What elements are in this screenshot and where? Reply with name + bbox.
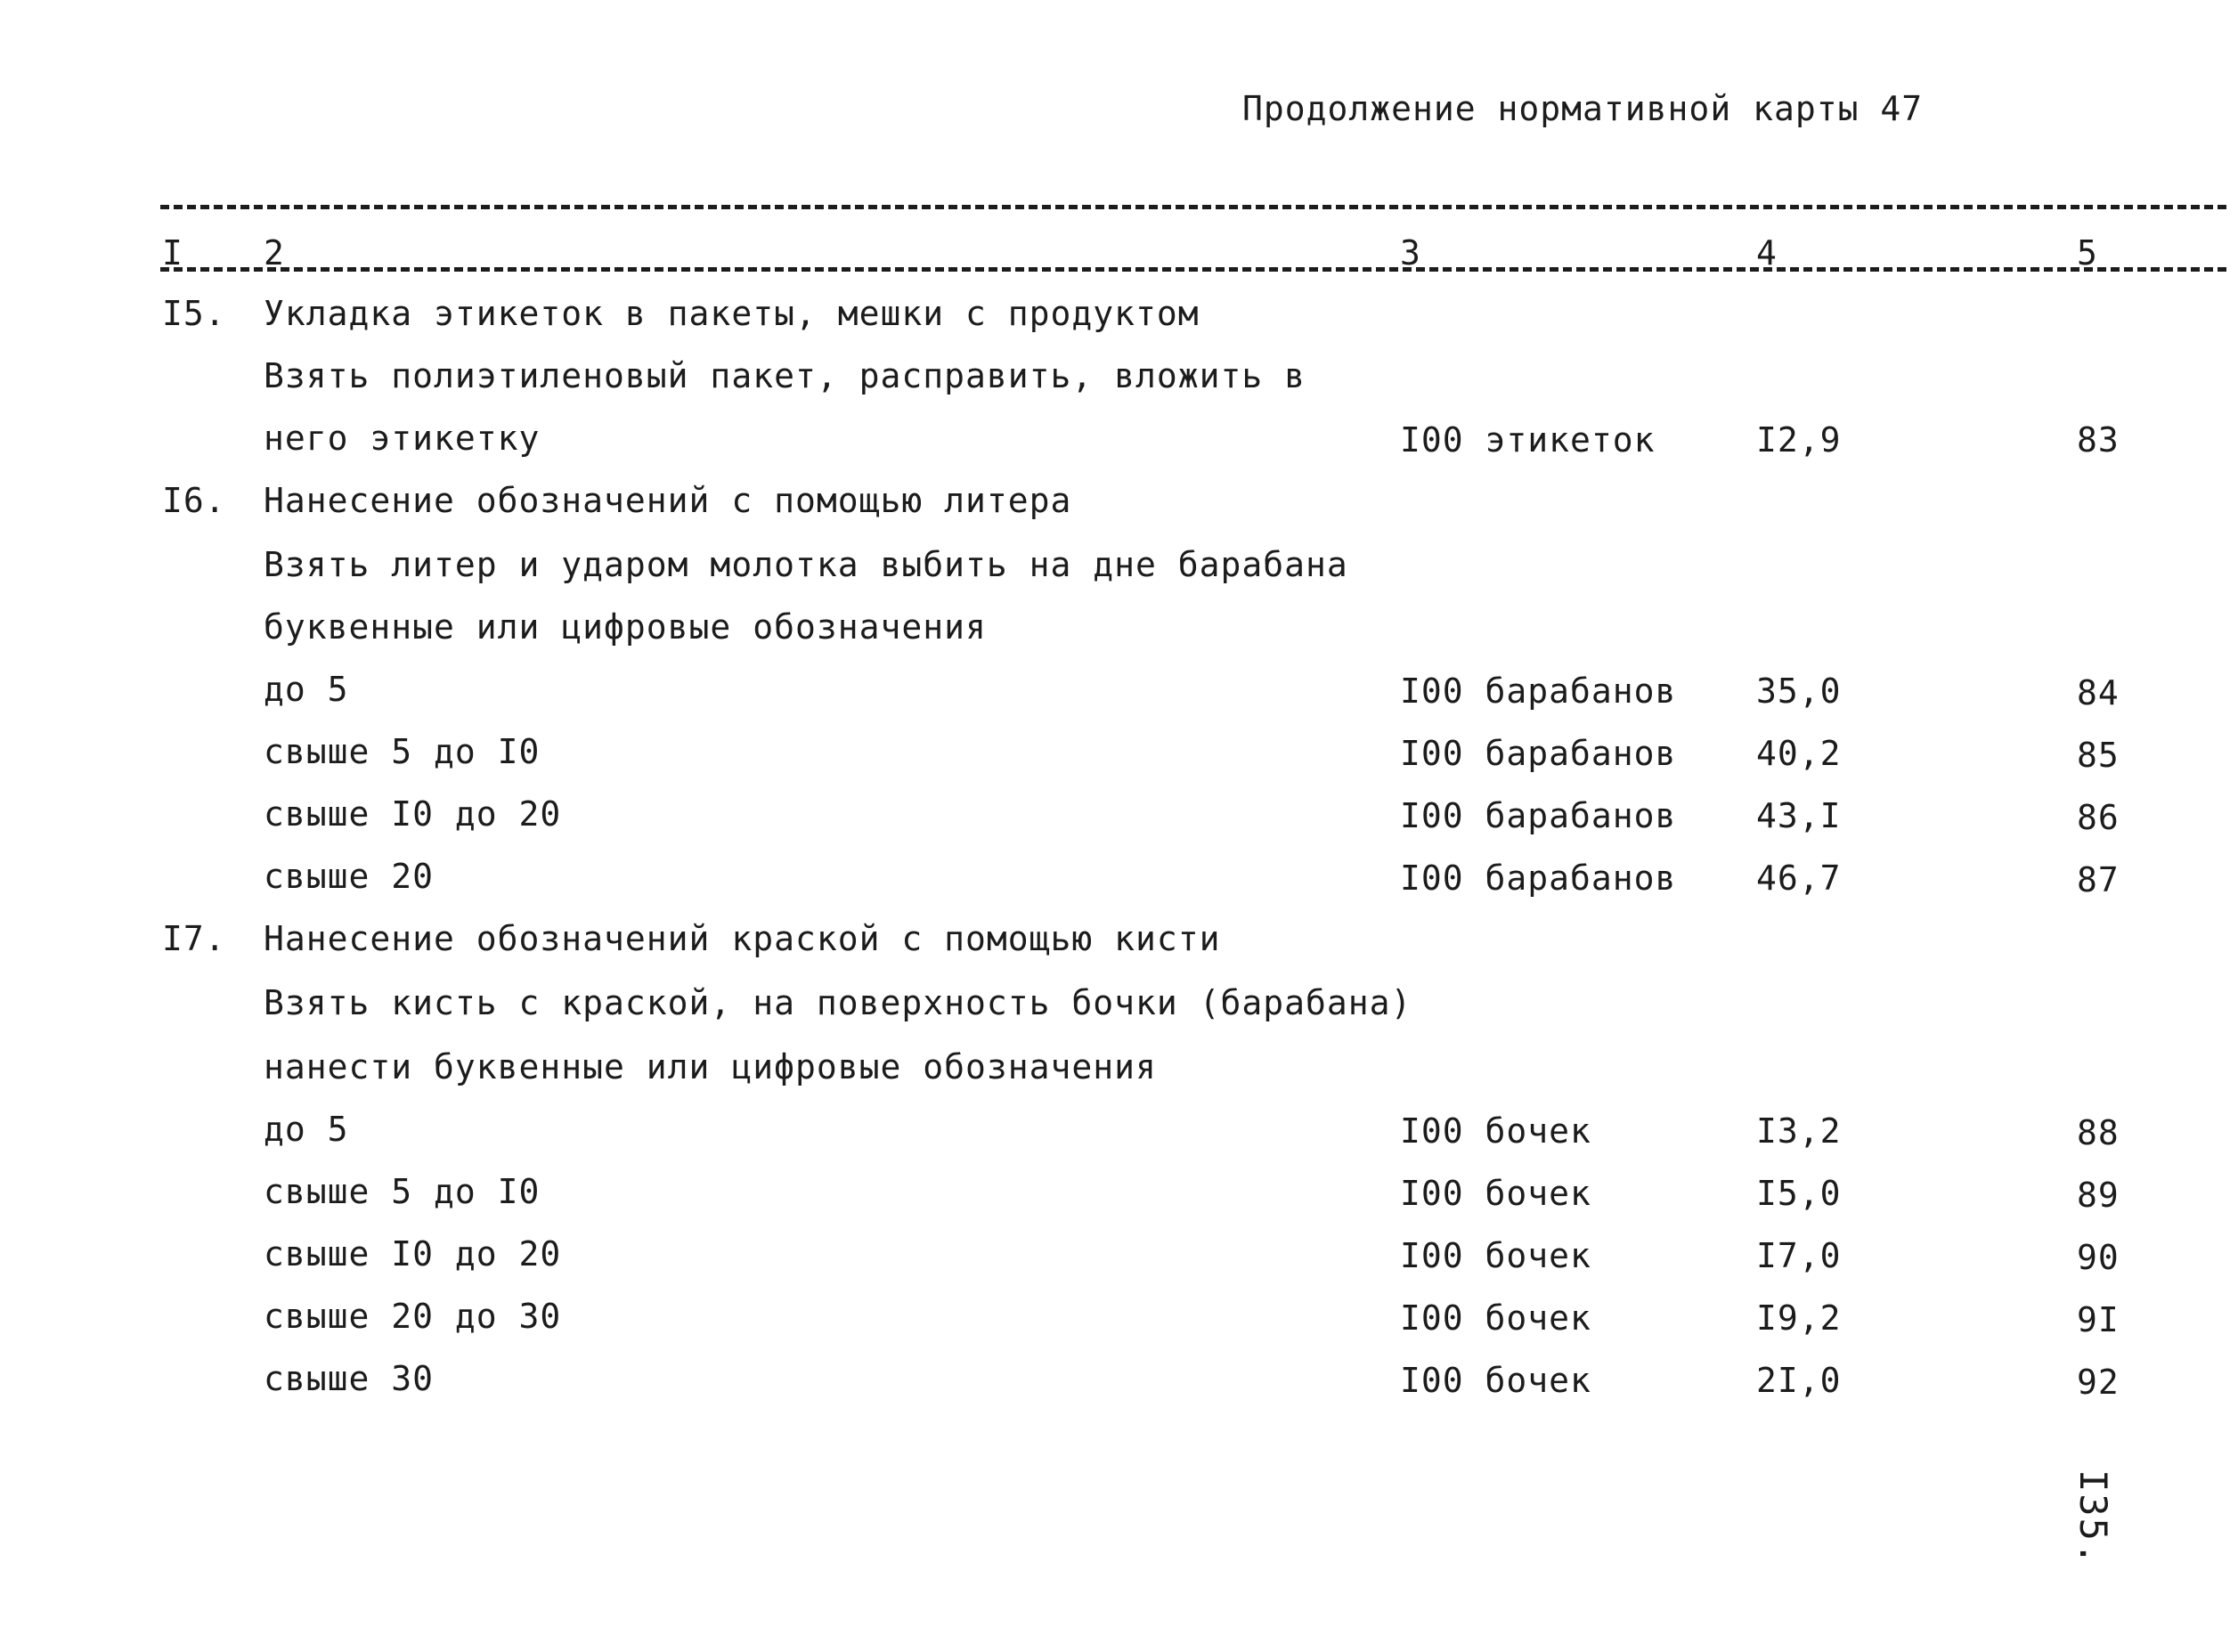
range-label: свыше 20 до 30: [264, 1297, 562, 1336]
item-number: I6.: [162, 481, 226, 520]
unit-cell: I00 бочек: [1400, 1298, 1591, 1338]
item-description: буквенные или цифровые обозначения: [264, 607, 987, 647]
code-cell: 86: [2077, 798, 2120, 837]
code-cell: 84: [2077, 673, 2120, 712]
code-cell: 90: [2077, 1238, 2120, 1277]
item-number: I7.: [162, 919, 226, 958]
column-header-4: 4: [1756, 233, 1777, 273]
column-header-5: 5: [2077, 233, 2097, 273]
item-title: Нанесение обозначений с помощью литера: [264, 481, 1072, 520]
value-cell: 40,2: [1756, 734, 1842, 773]
page-header: Продолжение нормативной карты 47: [1242, 89, 1924, 128]
value-cell: I9,2: [1756, 1298, 1842, 1338]
unit-cell: I00 барабанов: [1400, 796, 1677, 835]
unit-cell: I00 барабанов: [1400, 671, 1677, 711]
item-description: Взять полиэтиленовый пакет, расправить, вложить в: [264, 356, 1306, 395]
range-label: свыше I0 до 20: [264, 1234, 562, 1274]
value-cell: 43,I: [1756, 796, 1842, 835]
range-label: свыше I0 до 20: [264, 794, 562, 834]
range-label: до 5: [264, 670, 349, 709]
code-cell: 85: [2077, 736, 2120, 775]
page-number: I35.: [2071, 1469, 2115, 1567]
value-cell: 2I,0: [1756, 1361, 1842, 1400]
code-cell: 88: [2077, 1113, 2120, 1152]
item-title: Нанесение обозначений краской с помощью кисти: [264, 919, 1221, 958]
code-cell: 9I: [2077, 1300, 2120, 1339]
column-header-3: 3: [1400, 233, 1420, 273]
range-label: свыше 5 до I0: [264, 732, 541, 771]
item-description: Взять литер и ударом молотка выбить на дне барабана: [264, 545, 1348, 584]
unit-cell: I00 барабанов: [1400, 859, 1677, 898]
item-title: Укладка этикеток в пакеты, мешки с продуктом: [264, 294, 1200, 333]
range-label: до 5: [264, 1110, 349, 1149]
item-number: I5.: [162, 294, 226, 333]
item-description: него этикетку: [264, 419, 541, 458]
value-cell: I5,0: [1756, 1174, 1842, 1213]
code-cell: 87: [2077, 860, 2120, 899]
range-label: свыше 5 до I0: [264, 1172, 541, 1211]
code-cell: 83: [2077, 420, 2120, 460]
column-header-1: I: [162, 233, 183, 273]
item-description: Взять кисть с краской, на поверхность бочки (барабана): [264, 983, 1412, 1022]
range-label: свыше 20: [264, 857, 435, 896]
unit-cell: I00 бочек: [1400, 1111, 1591, 1151]
top-divider: [160, 205, 2226, 209]
header-divider: [160, 267, 2226, 272]
code-cell: 89: [2077, 1176, 2120, 1215]
unit-cell: I00 бочек: [1400, 1361, 1591, 1400]
range-label: свыше 30: [264, 1359, 435, 1398]
unit-cell: I00 барабанов: [1400, 734, 1677, 773]
item-description: нанести буквенные или цифровые обозначения: [264, 1047, 1157, 1086]
value-cell: I7,0: [1756, 1236, 1842, 1275]
code-cell: 92: [2077, 1363, 2120, 1402]
column-header-2: 2: [264, 233, 284, 273]
value-cell: I2,9: [1756, 420, 1842, 460]
value-cell: I3,2: [1756, 1111, 1842, 1151]
unit-cell: I00 бочек: [1400, 1174, 1591, 1213]
unit-cell: I00 бочек: [1400, 1236, 1591, 1275]
unit-cell: I00 этикеток: [1400, 420, 1656, 460]
value-cell: 46,7: [1756, 859, 1842, 898]
value-cell: 35,0: [1756, 671, 1842, 711]
